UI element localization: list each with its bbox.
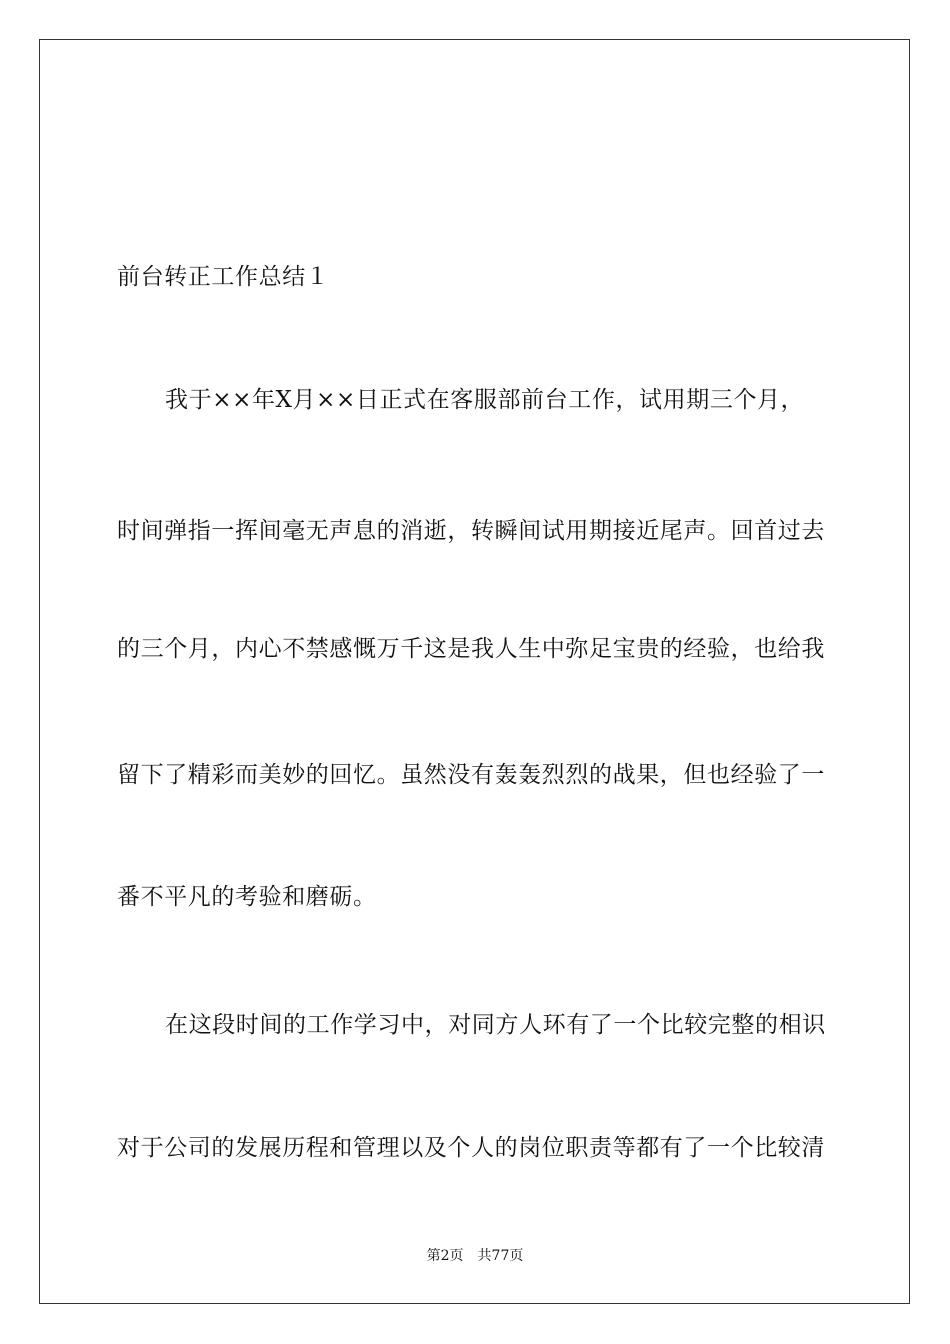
paragraph-1-line-1: 我于××年X月××日正式在客服部前台工作，试用期三个月， xyxy=(165,387,805,413)
paragraph-2-line-1: 在这段时间的工作学习中，对同方人环有了一个比较完整的相识 xyxy=(165,1012,826,1038)
paragraph-1-line-5: 番不平凡的考验和磨砺。 xyxy=(117,884,377,910)
paragraph-2-line-2: 对于公司的发展历程和管理以及个人的岗位职责等都有了一个比较清 xyxy=(117,1135,825,1161)
page-number: 第2页 xyxy=(426,1248,464,1264)
paragraph-1-line-4: 留下了精彩而美妙的回忆。虽然没有轰轰烈烈的战果，但也经验了一 xyxy=(117,762,825,788)
document-title: 前台转正工作总结１ xyxy=(117,264,330,290)
page-footer xyxy=(0,1246,950,1266)
page-border xyxy=(39,39,910,1304)
paragraph-1-line-2: 时间弹指一挥间毫无声息的消逝，转瞬间试用期接近尾声。回首过去 xyxy=(117,518,825,544)
paragraph-1-line-3: 的三个月，内心不禁感慨万千这是我人生中弥足宝贵的经验，也给我 xyxy=(117,636,825,662)
page-total: 共77页 xyxy=(477,1248,524,1264)
